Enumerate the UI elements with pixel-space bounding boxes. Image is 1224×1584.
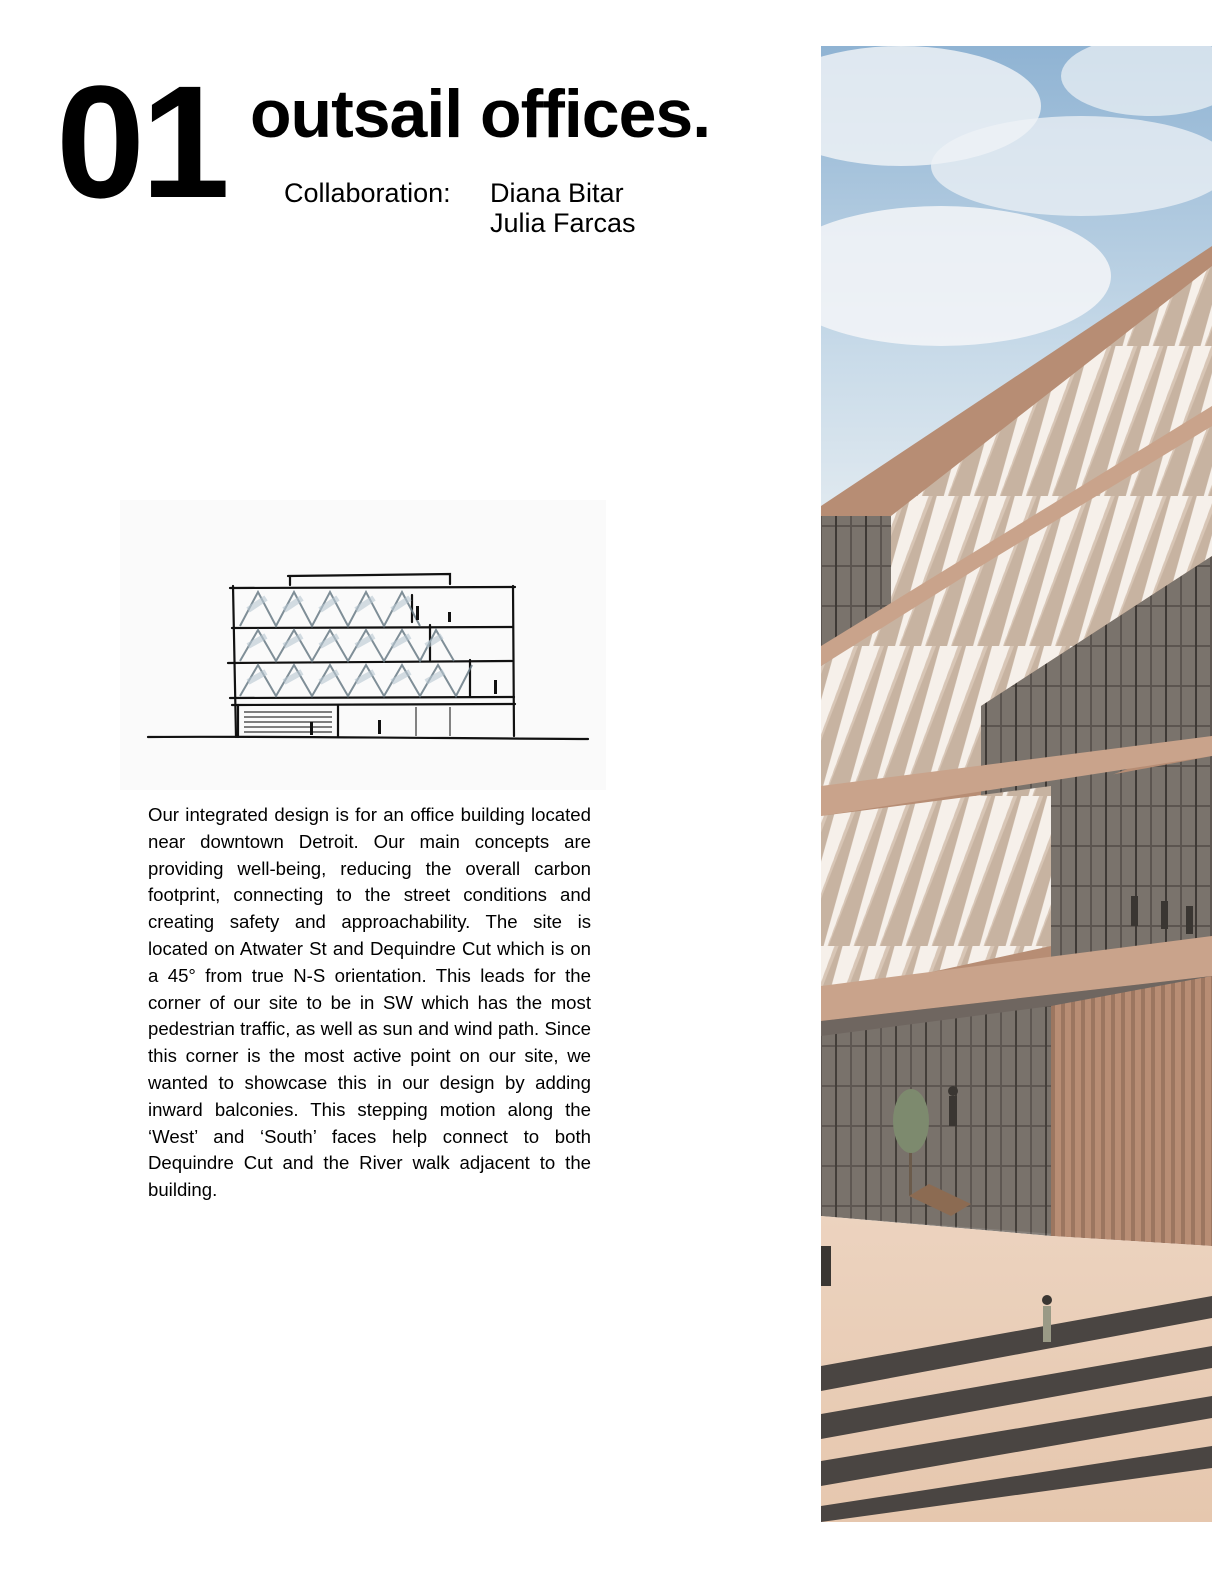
collaboration-label: Collaboration: [284,178,451,208]
project-number: 01 [56,52,226,231]
collaborator-name: Julia Farcas [490,208,636,238]
building-rendering [821,46,1212,1522]
collaborator-list [490,178,636,238]
project-title: outsail offices. [250,76,711,152]
collaborator-name: Diana Bitar [490,178,624,208]
project-description: Our integrated design is for an office building located near downtown Detroit. Our main concepts are providing well-being, reducing the overall carbon footprint, connecting to the street conditions and creating safety and approachability. The site is located on Atwater St and Dequindre Cut which is on a 45° from true N-S orientation. This leads for the corner of our site to be in SW which has the most pedestrian traffic, as well as sun and wind path. Since this corner is the most active point on our site, we wanted to showcase this in our design by adding inward balconies. This stepping motion along the ‘West’ and ‘South’ faces help connect to both Dequindre Cut and the River walk adjacent to the building. [148,804,591,1201]
section-sketch [120,500,606,790]
